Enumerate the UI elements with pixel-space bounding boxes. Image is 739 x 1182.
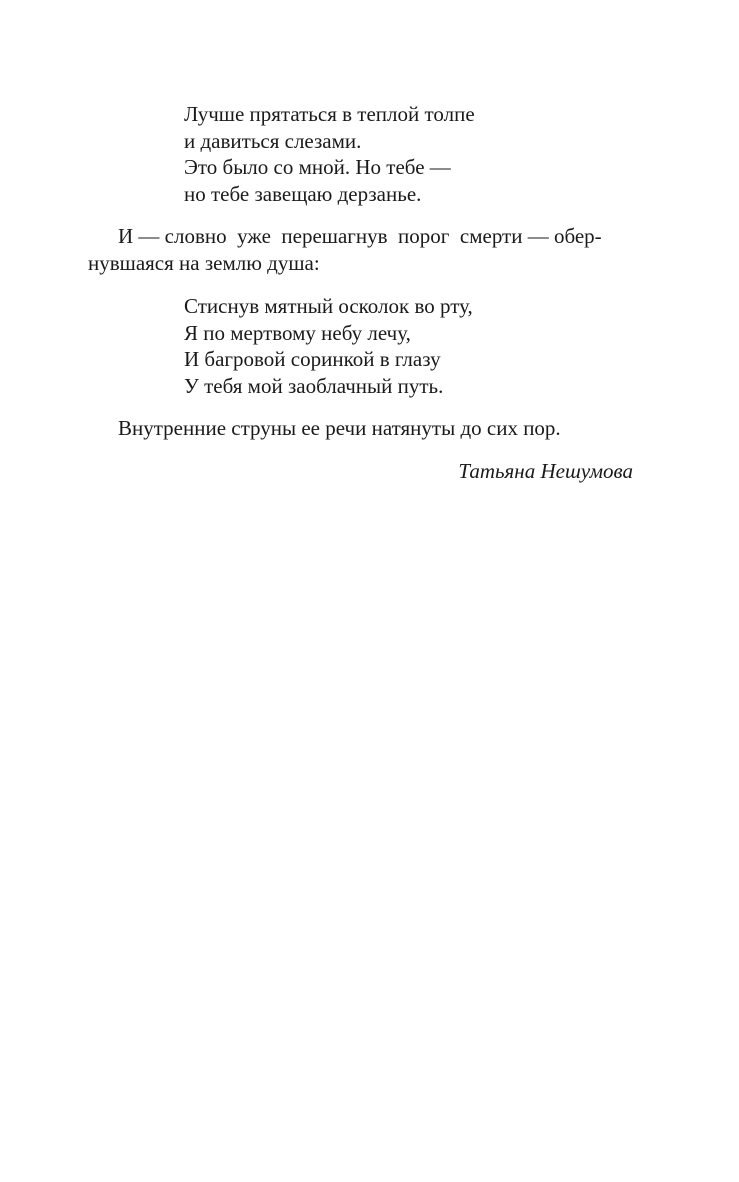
stanza-2-line-4: У тебя мой заоблачный путь.	[184, 373, 444, 398]
stanza-2-line-3: И багровой соринкой в глазу	[184, 347, 441, 371]
paragraph-1-line-1: И — словно уже перешагнув порог смерти — обер-	[118, 224, 602, 248]
stanza-2-line-2: Я по мертвому небу лечу,	[184, 320, 411, 345]
stanza-2-line-1: Стиснув мятный осколок во рту,	[184, 294, 473, 318]
prose-paragraph-2: Внутренние струны ее речи натянуты до сих пор.	[118, 416, 561, 440]
stanza-1-line-1: Лучше прятаться в теплой толпе	[184, 102, 475, 126]
stanza-1-line-3: Это было со мной. Но тебе —	[184, 155, 451, 179]
text-block	[88, 101, 633, 484]
poem-stanza-2	[184, 293, 633, 399]
stanza-1-line-2: и давиться слезами.	[184, 128, 362, 153]
prose-paragraph-1	[88, 223, 633, 276]
paragraph-1-line-2: нувшаяся на землю душа:	[88, 250, 320, 275]
poem-stanza-1	[184, 101, 633, 207]
author-signature: Татьяна Нешумова	[458, 458, 633, 483]
stanza-1-line-4: но тебе завещаю дерзанье.	[184, 181, 422, 206]
